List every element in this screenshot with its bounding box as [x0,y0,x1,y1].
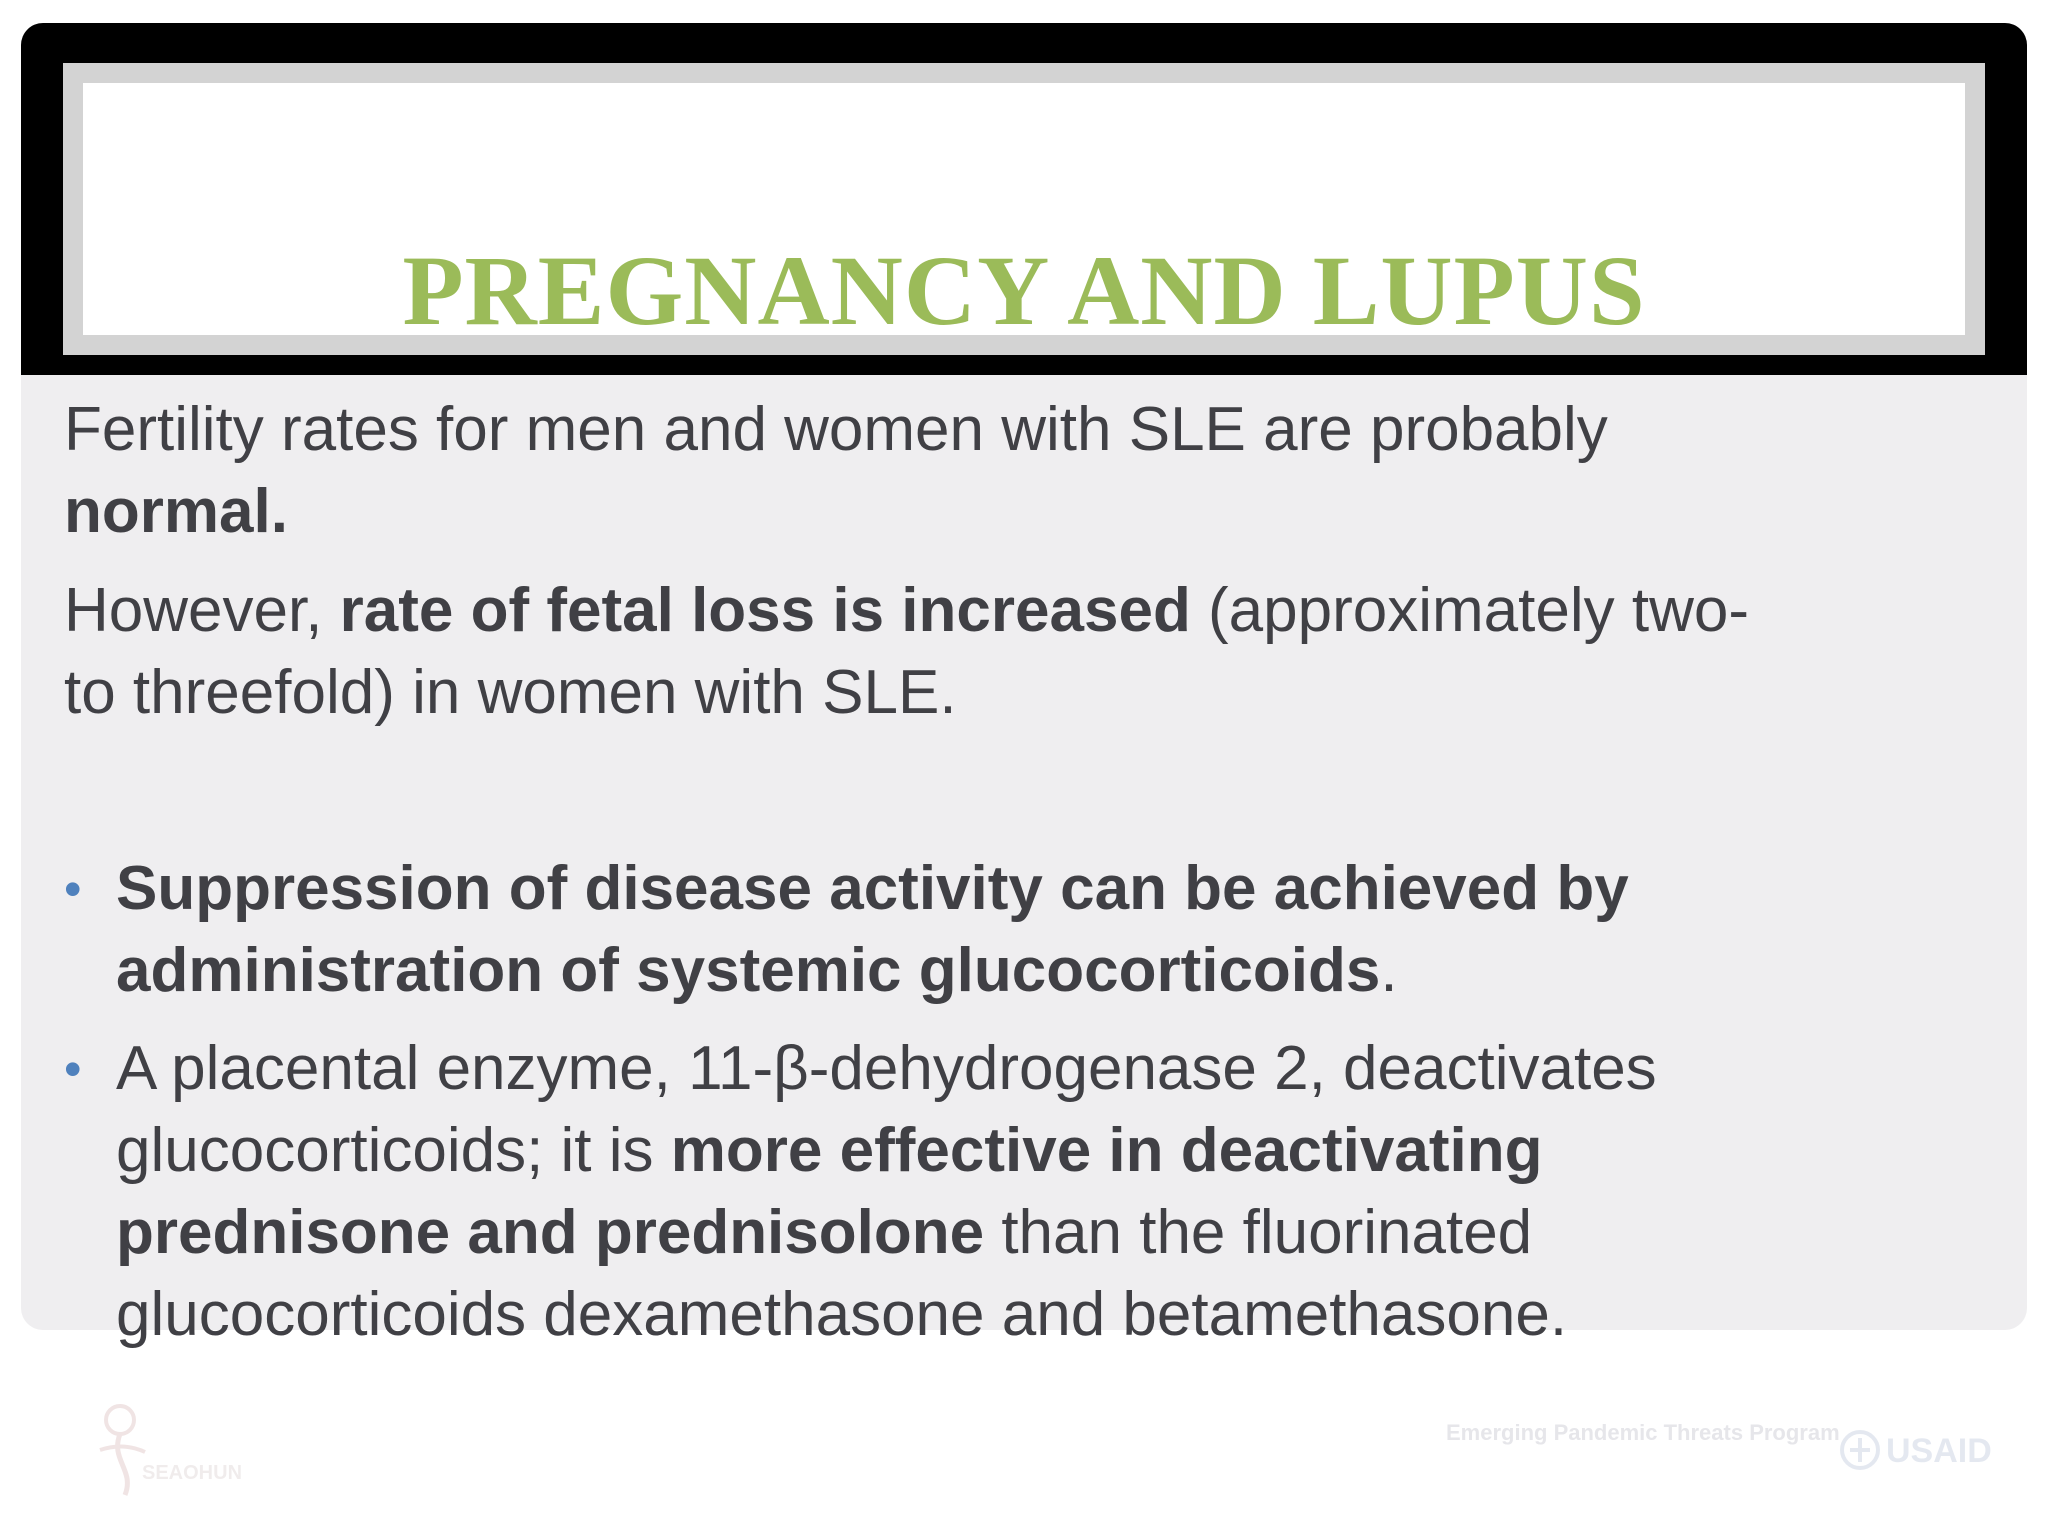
bullet-line: glucocorticoids dexamethasone and betamethasone. [116,1280,1568,1349]
slide-title: PREGNANCY AND LUPUS [402,235,1646,346]
paragraph-fetal-loss [64,570,1994,734]
paragraph-line: to threefold) in women with SLE. [64,658,957,727]
bullet-icon: • [64,861,82,917]
paragraph-line: Fertility rates for men and women with SLE are probably [64,395,1608,464]
bullet-line: . [1380,936,1398,1005]
seaohun-logo-icon [80,1390,250,1500]
usaid-logo-icon [1840,1428,1992,1488]
usaid-logo-text: USAID [1886,1432,1992,1470]
bullet-emphasis: prednisone and prednisolone [116,1198,985,1267]
slide-footer [0,1330,2048,1536]
title-band [21,23,2027,375]
bullet-text [116,1028,1657,1356]
paragraph-emphasis: rate of fetal loss is increased [339,576,1191,645]
paragraph-emphasis: normal. [64,477,288,546]
paragraph-line: However, [64,576,340,645]
bullet-emphasis: more effective in deactivating [670,1116,1543,1185]
seaohun-logo-text: SEAOHUN [142,1462,243,1484]
paragraph-line: (approximately two- [1190,576,1749,645]
bullet-line: than the fluorinated [984,1198,1533,1267]
bullet-line: A placental enzyme, 11-β-dehydrogenase 2, deactivates [116,1034,1657,1103]
bullet-line: glucocorticoids; it is [116,1116,671,1185]
paragraph-fertility [64,389,1994,553]
title-box [83,83,1965,346]
bullet-emphasis: administration of systemic glucocorticoids [116,936,1381,1005]
bullet-text [116,848,1629,1012]
bullet-icon: • [64,1041,82,1097]
bullet-emphasis: Suppression of disease activity can be achieved by [116,854,1629,923]
title-frame [63,63,1985,355]
footer-program-text: Emerging Pandemic Threats Program [1446,1420,1840,1445]
